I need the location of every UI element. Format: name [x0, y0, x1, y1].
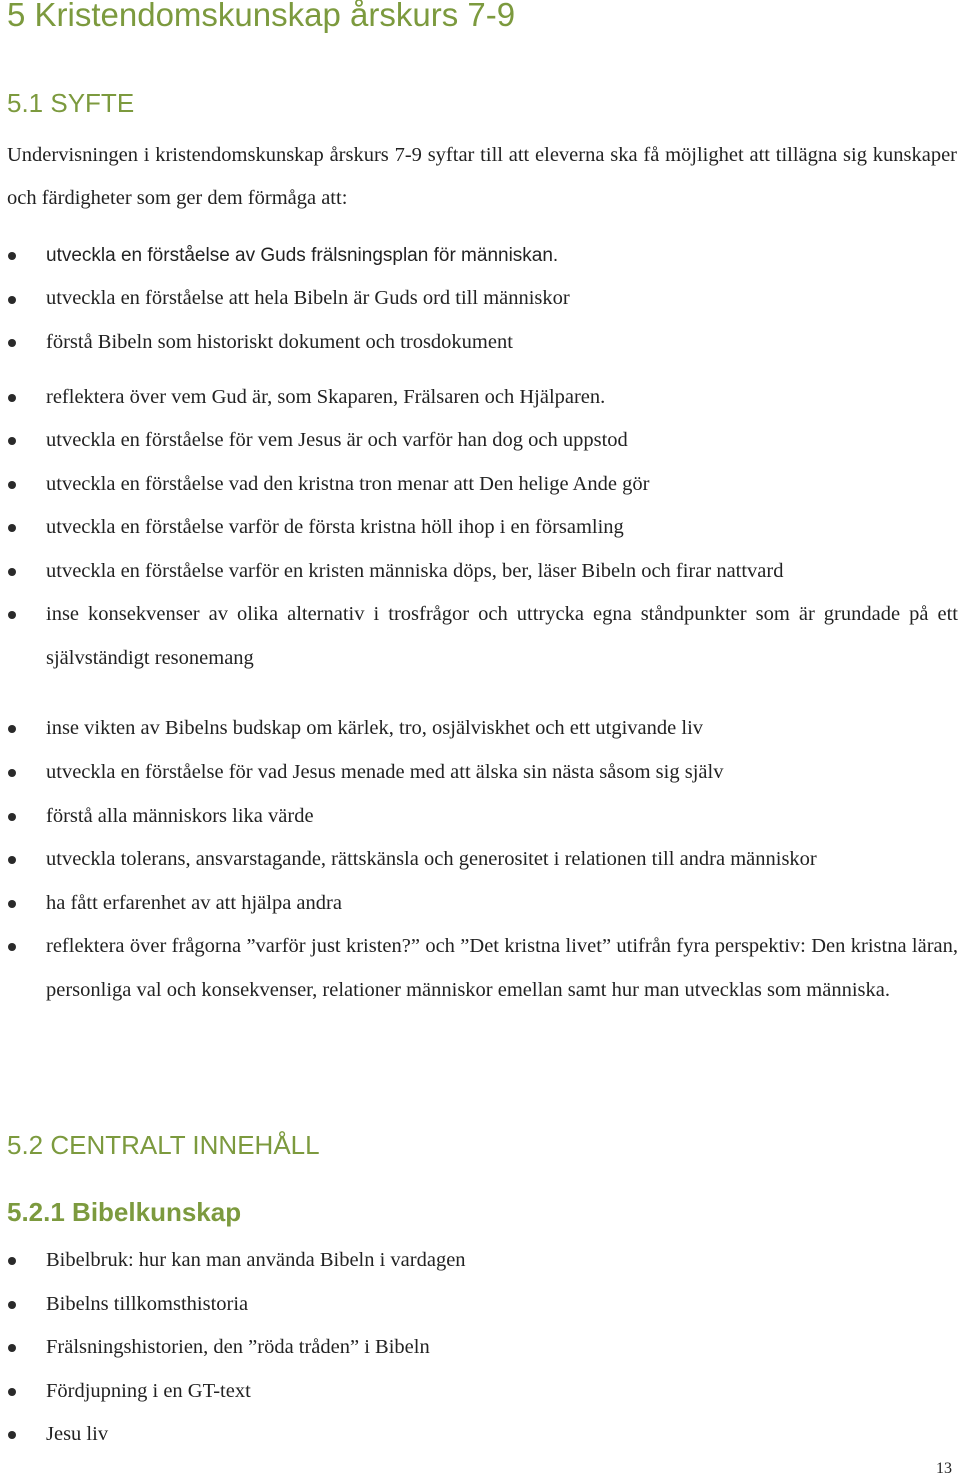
bullet-icon — [8, 725, 16, 733]
bullet-icon — [8, 1301, 16, 1309]
list-item: Fördjupning i en GT-text — [46, 1380, 251, 1402]
list-item: ha fått erfarenhet av att hjälpa andra — [46, 892, 342, 914]
list-item: utveckla en förståelse för vad Jesus menade med att älska sin nästa såsom sig själv — [46, 761, 724, 783]
list-item: reflektera över vem Gud är, som Skaparen, Frälsaren och Hjälparen. — [46, 386, 606, 408]
bullet-icon — [8, 611, 16, 619]
bullet-icon — [8, 943, 16, 951]
list-item: inse konsekvenser av olika alternativ i trosfrågor och uttrycka egna ståndpunkter som är grundade på ett självständigt resonemang — [46, 603, 958, 669]
list-item: Bibelns tillkomsthistoria — [46, 1293, 249, 1315]
bullet-icon — [8, 437, 16, 445]
list-item: förstå Bibeln som historiskt dokument och trosdokument — [46, 331, 513, 353]
bullet-icon — [8, 1344, 16, 1352]
list-item: utveckla en förståelse för vem Jesus är och varför han dog och uppstod — [46, 429, 628, 451]
list-item: förstå alla människors lika värde — [46, 805, 314, 827]
bullet-icon — [8, 900, 16, 908]
bullet-icon — [8, 394, 16, 402]
bullet-icon — [8, 856, 16, 864]
page-title: 5 Kristendomskunskap årskurs 7-9 — [7, 0, 516, 33]
list-item: utveckla tolerans, ansvarstagande, rättskänsla och generositet i relationen till andra människor — [46, 848, 817, 870]
list-item: reflektera över frågorna ”varför just kristen?” och ”Det kristna livet” utifrån fyra perspektiv: Den kristna läran, personliga val och konsekvenser, relationer människor emellan samt hur man utvecklas som människa. — [46, 935, 958, 1001]
bullet-icon — [8, 1388, 16, 1396]
list-item: Frälsningshistorien, den ”röda tråden” i Bibeln — [46, 1336, 430, 1358]
intro-paragraph: Undervisningen i kristendomskunskap årskurs 7-9 syftar till att eleverna ska få möjlighet att tillägna sig kunskaper och färdigheter som ger dem förmåga att: — [7, 144, 957, 209]
bullet-icon — [8, 524, 16, 532]
bullet-icon — [8, 339, 16, 347]
list-item: utveckla en förståelse vad den kristna tron menar att Den helige Ande gör — [46, 473, 650, 495]
bullet-icon — [8, 1431, 16, 1439]
list-item: inse vikten av Bibelns budskap om kärlek, tro, osjälviskhet och ett utgivande liv — [46, 717, 704, 739]
bullet-icon — [8, 252, 16, 260]
bullet-icon — [8, 296, 16, 304]
section-heading-content: 5.2 CENTRALT INNEHÅLL — [7, 1130, 320, 1160]
bullet-icon — [8, 1257, 16, 1265]
list-item: utveckla en förståelse varför en kristen människa döps, ber, läser Bibeln och firar nattvard — [46, 560, 784, 582]
section-heading-purpose: 5.1 SYFTE — [7, 88, 135, 118]
list-item: utveckla en förståelse av Guds frälsningsplan för människan. — [46, 245, 559, 266]
subsection-heading-bible: 5.2.1 Bibelkunskap — [7, 1197, 242, 1227]
list-item: utveckla en förståelse varför de första kristna höll ihop i en församling — [46, 516, 624, 538]
list-item: Bibelbruk: hur kan man använda Bibeln i vardagen — [46, 1249, 466, 1271]
bullet-icon — [8, 568, 16, 576]
list-item: Jesu liv — [46, 1423, 109, 1445]
bullet-icon — [8, 813, 16, 821]
bullet-icon — [8, 481, 16, 489]
page-number: 13 — [936, 1460, 952, 1477]
list-item: utveckla en förståelse att hela Bibeln är Guds ord till människor — [46, 287, 570, 309]
bullet-icon — [8, 769, 16, 777]
